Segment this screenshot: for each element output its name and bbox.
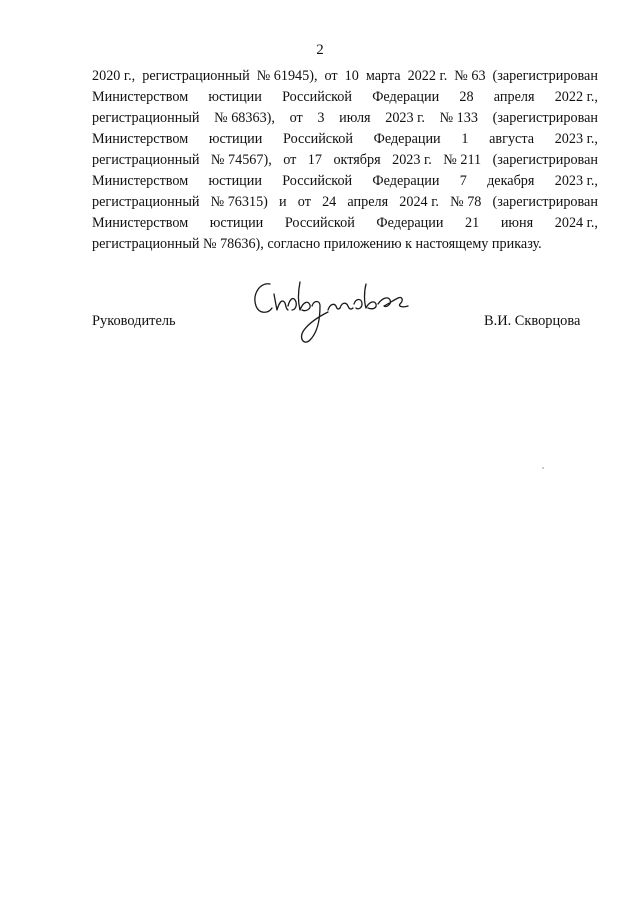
text-word: Федерации (372, 89, 440, 105)
text-line-last: регистрационный № 78636), согласно приложению к настоящему приказу. (92, 236, 542, 252)
text-word: 1 (461, 131, 469, 147)
text-word: 10 (344, 68, 359, 84)
text-word: Российской (282, 89, 352, 105)
position-title: Руководитель (92, 313, 176, 329)
text-word: 28 (459, 89, 474, 105)
text-word: 2022 г. (407, 68, 448, 84)
scan-artifact (542, 467, 544, 469)
text-word: декабря (487, 173, 535, 189)
text-word: марта (365, 68, 401, 84)
text-word: 2024 г. (399, 194, 439, 210)
text-word: 17 (307, 152, 322, 168)
text-line (92, 171, 598, 192)
text-word: регистрационный (142, 68, 250, 84)
text-word: № 78 (450, 194, 482, 210)
text-word: юстиции (209, 215, 264, 231)
text-word: регистрационный (92, 194, 200, 210)
text-line (92, 66, 598, 87)
text-word: юстиции (208, 89, 262, 105)
text-word: Российской (284, 215, 355, 231)
text-word: апреля (347, 194, 389, 210)
text-word: Министерством (92, 215, 189, 231)
text-word: Федерации (376, 215, 444, 231)
text-word: Российской (282, 173, 353, 189)
text-word: августа (489, 131, 535, 147)
text-word: от (289, 110, 303, 126)
text-word: 3 (317, 110, 325, 126)
text-line (92, 150, 598, 171)
signer-name: В.И. Скворцова (484, 313, 581, 329)
text-word: 2023 г., (554, 173, 598, 189)
text-word: № 68363), (214, 110, 275, 126)
text-word: № 63 (454, 68, 486, 84)
text-word: (зарегистрирован (492, 110, 598, 126)
text-word: (зарегистрирован (492, 194, 598, 210)
text-word: апреля (493, 89, 535, 105)
text-line (92, 192, 598, 213)
text-word: 7 (459, 173, 467, 189)
text-word: Министерством (92, 89, 189, 105)
text-word: октября (333, 152, 381, 168)
text-word: 2023 г. (392, 152, 432, 168)
text-word: 24 (322, 194, 337, 210)
text-word: № 76315) (210, 194, 268, 210)
text-line (92, 108, 598, 129)
text-word: регистрационный (92, 152, 200, 168)
signature-block (0, 270, 640, 360)
text-word: июля (339, 110, 371, 126)
text-word: от (297, 194, 311, 210)
page-number: 2 (316, 42, 324, 58)
text-word: № 211 (443, 152, 482, 168)
text-line (92, 87, 598, 108)
text-word: 21 (465, 215, 480, 231)
text-word: Российской (283, 131, 353, 147)
text-word: и (279, 194, 287, 210)
text-word: 2020 г., (92, 68, 136, 84)
text-word: юстиции (208, 173, 262, 189)
text-word: регистрационный (92, 110, 200, 126)
text-word: 2022 г., (554, 89, 598, 105)
text-word: 2023 г., (554, 131, 598, 147)
text-word: Министерством (92, 173, 189, 189)
text-word: № 61945), (256, 68, 318, 84)
text-word: 2023 г. (385, 110, 425, 126)
text-word: (зарегистрирован (492, 68, 598, 84)
handwritten-signature (248, 270, 418, 350)
order-body-text (92, 66, 598, 255)
text-line (92, 129, 598, 150)
text-word: от (283, 152, 297, 168)
text-word: Министерством (92, 131, 189, 147)
text-word: июня (500, 215, 534, 231)
justified-lines (92, 66, 598, 234)
text-word: (зарегистрирован (492, 152, 598, 168)
text-line (92, 213, 598, 234)
text-word: 2024 г., (554, 215, 598, 231)
text-word: от (324, 68, 338, 84)
text-word: № 74567), (210, 152, 272, 168)
text-word: Федерации (373, 131, 441, 147)
text-word: № 133 (439, 110, 478, 126)
text-word: Федерации (372, 173, 440, 189)
text-word: юстиции (208, 131, 263, 147)
